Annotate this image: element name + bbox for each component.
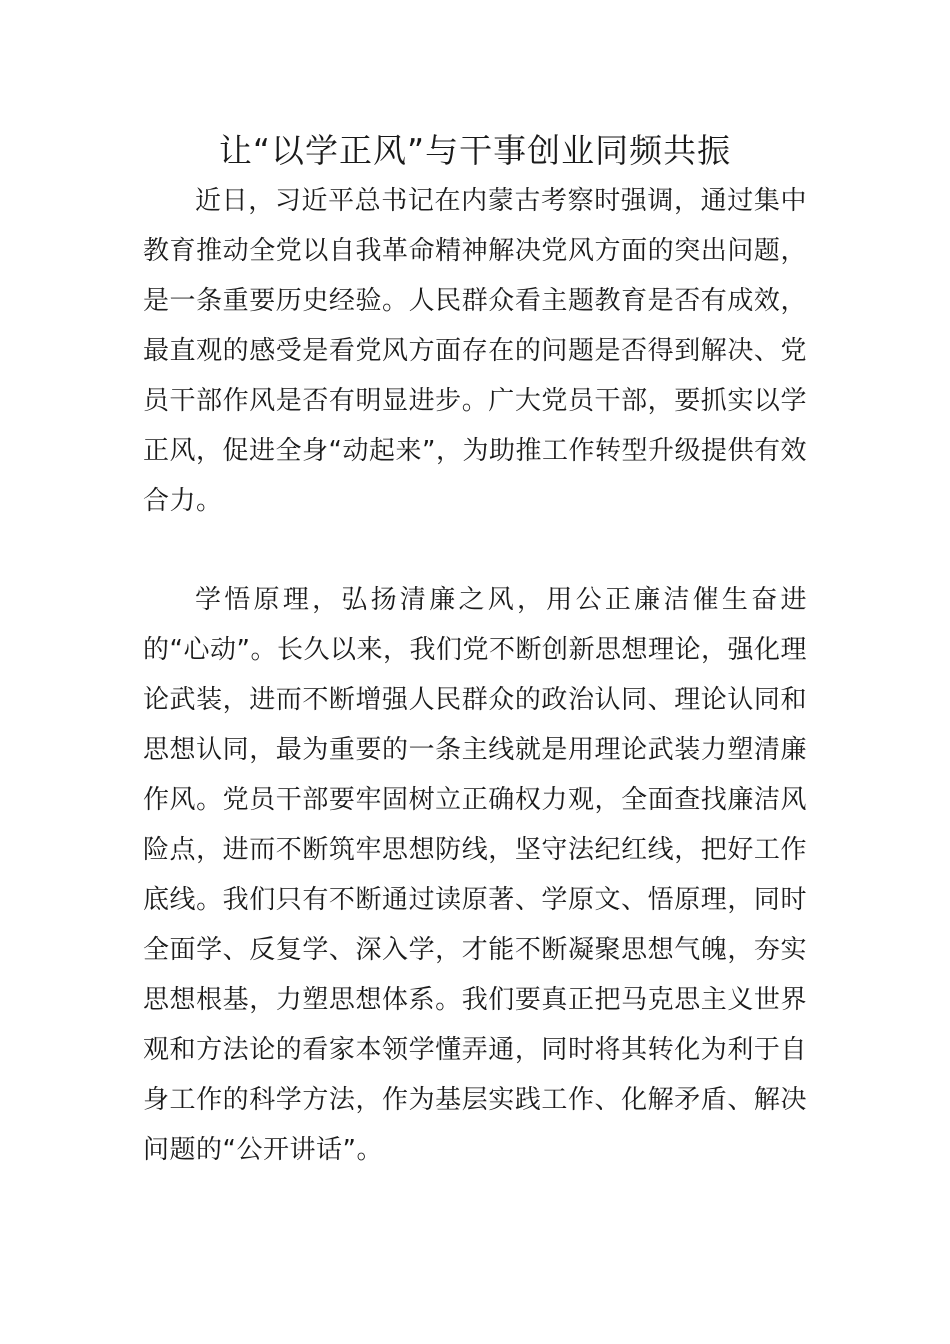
- document-title: 让“以学正风”与干事创业同频共振: [218, 131, 732, 170]
- paragraph-1: 近日，习近平总书记在内蒙古考察时强调，通过集中教育推动全党以自我革命精神解决党风方面的突出问题，是一条重要历史经验。人民群众看主题教育是否有成效，最直观的感受是看党风方面存在的问题是否得到解决、党员干部作风是否有明显进步。广大党员干部，要抓实以学正风，促进全身“动起来”，为助推工作转型升级提供有效合力。: [143, 186, 807, 516]
- paragraph-2: 学悟原理，弘扬清廉之风，用公正廉洁催生奋进的“心动”。长久以来，我们党不断创新思想理论，强化理论武装，进而不断增强人民群众的政治认同、理论认同和思想认同，最为重要的一条主线就是用理论武装力塑清廉作风。党员干部要牢固树立正确权力观，全面查找廉洁风险点，进而不断筑牢思想防线，坚守法纪红线，把好工作底线。我们只有不断通过读原著、学原文、悟原理，同时全面学、反复学、深入学，才能不断凝聚思想气魄，夯实思想根基，力塑思想体系。我们要真正把马克思主义世界观和方法论的看家本领学懂弄通，同时将其转化为利于自身工作的科学方法，作为基层实践工作、化解矛盾、解决问题的“公开讲话”。: [143, 585, 807, 1165]
